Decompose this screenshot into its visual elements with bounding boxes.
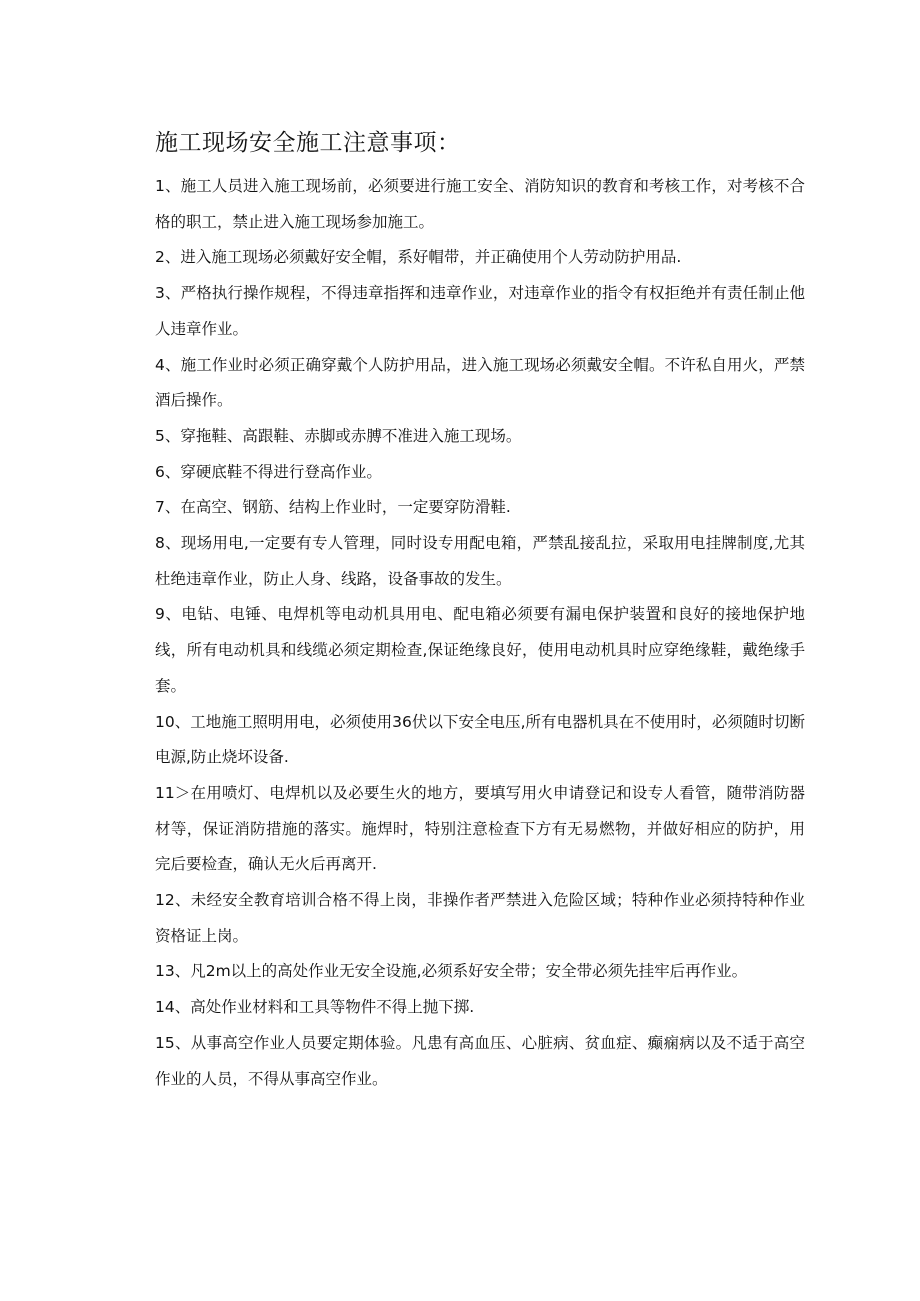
rule-item-10: 10、工地施工照明用电，必须使用36伏以下安全电压,所有电器机具在不使用时，必须随时切断电源,防止烧坏设备.: [155, 712, 805, 767]
rule-item-1: 1、施工人员进入施工现场前，必须要进行施工安全、消防知识的教育和考核工作，对考核不合格的职工，禁止进入施工现场参加施工。: [155, 177, 805, 231]
rule-item-8: 8、现场用电,一定要有专人管理，同时设专用配电箱，严禁乱接乱拉，采取用电挂牌制度,尤其杜绝违章作业，防止人身、线路，设备事故的发生。: [155, 534, 805, 588]
rules-list: [155, 169, 820, 1097]
rule-item-11: 11＞在用喷灯、电焊机以及必要生火的地方，要填写用火申请登记和设专人看管，随带消防器材等，保证消防措施的落实。施焊时，特别注意检查下方有无易燃物，并做好相应的防护，用完后要检查，确认无火后再离开.: [155, 783, 805, 874]
rule-item-13: 13、凡2m以上的高处作业无安全设施,必须系好安全带；安全带必须先挂牢后再作业。: [155, 962, 748, 981]
rule-item-9: 9、电钻、电锤、电焊机等电动机具用电、配电箱必须要有漏电保护装置和良好的接地保护地线，所有电动机具和线缆必须定期检查,保证绝缘良好，使用电动机具时应穿绝缘鞋，戴绝缘手套。: [155, 605, 805, 695]
rule-item-12: 12、未经安全教育培训合格不得上岗，非操作者严禁进入危险区域；特种作业必须持特种作业资格证上岗。: [155, 891, 805, 945]
rule-item-5: 5、穿拖鞋、高跟鞋、赤脚或赤膊不准进入施工现场。: [155, 426, 522, 445]
rule-item-7: 7、在高空、钢筋、结构上作业时，一定要穿防滑鞋.: [155, 498, 511, 517]
rule-item-14: 14、高处作业材料和工具等物件不得上抛下掷.: [155, 998, 475, 1017]
page-title: 施工现场安全施工注意事项：: [155, 130, 461, 156]
rule-item-15: 15、从事高空作业人员要定期体验。凡患有高血压、心脏病、贫血症、癫痫病以及不适于高空作业的人员，不得从事高空作业。: [155, 1033, 805, 1088]
rule-item-2: 2、进入施工现场必须戴好安全帽，系好帽带，并正确使用个人劳动防护用品.: [155, 248, 682, 267]
rule-item-6: 6、穿硬底鞋不得进行登高作业。: [155, 462, 382, 481]
rule-item-4: 4、施工作业时必须正确穿戴个人防护用品，进入施工现场必须戴安全帽。不许私自用火，严禁酒后操作。: [155, 355, 805, 410]
rule-item-3: 3、严格执行操作规程，不得违章指挥和违章作业，对违章作业的指令有权拒绝并有责任制止他人违章作业。: [155, 284, 805, 338]
